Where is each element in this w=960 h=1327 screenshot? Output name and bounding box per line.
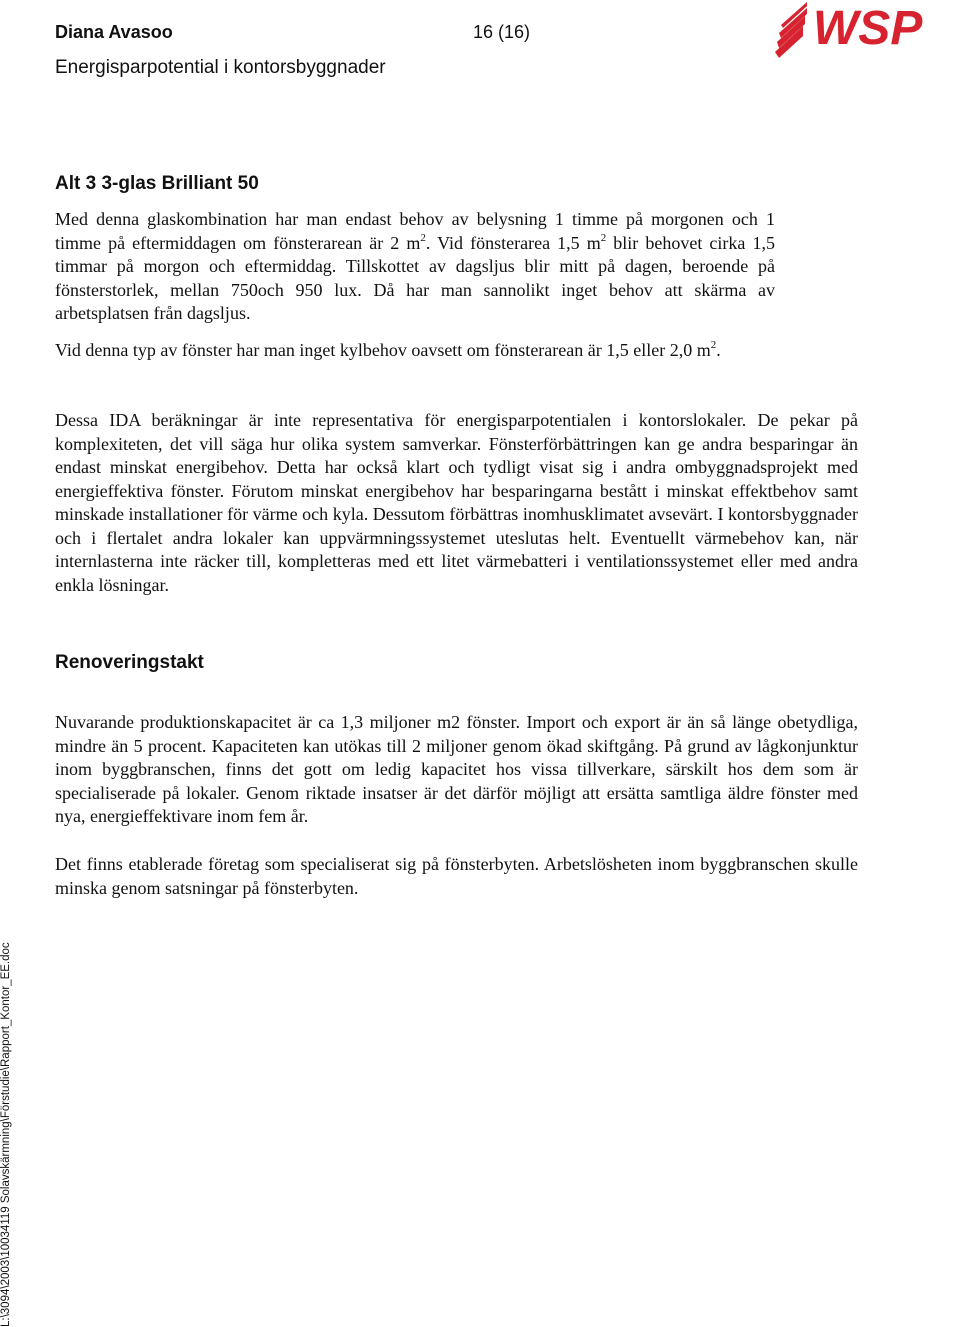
section-heading-alt3: Alt 3 3-glas Brilliant 50 <box>55 173 259 194</box>
paragraph-ida-calculations: Dessa IDA beräkningar är inte representativa för energisparpotentialen i kontorslokaler. De pekar på komplexiteten, det vill säga hur olika system samverkar. Fönsterförbättringen kan ge andra besparingar än endast minskat energibehov. Detta har också klart och tydligt visat sig i andra ombyggnadsprojekt med energieffektiva fönster. Förutom minskat energibehov har besparingarna bestått i minskat effektbehov samt minskade installationer för värme och kyla. Dessutom förbättras inomhusklimatet avsevärt. I kontorsbyggnader och i flertalet andra lokaler kan uppvärmningssystemet uteslutas helt. Eventuellt värmebehov kan, när internlasterna inte räcker till, kompletteras med ett litet värmebatteri i ventilationssystemet eller med andra enkla lösningar. <box>55 410 858 595</box>
author-name: Diana Avasoo <box>55 22 173 42</box>
logo-text: WSP <box>813 2 923 55</box>
file-path-footer: L:\3094\2003\10034119 Solavskärmning\Förstudie\Rapport_Kontor_EE.doc <box>0 942 12 1327</box>
section-heading-renoveringstakt: Renoveringstakt <box>55 652 204 673</box>
page-number: 16 (16) <box>473 22 531 42</box>
paragraph-alt3-lighting: Med denna glaskombination har man endast behov av belysning 1 timme på morgonen och 1 timme på eftermiddagen om fönsterarean är 2 $m^2$. Vid fönsterarea 1,5 $m^2$ blir behovet cirka 1,5 timmar på morgon och eftermiddag. Tillskottet av dagsljus blir mitt på dagen, beroende på fönsterstorlek, mellan 750och 950 lux. Då har man sannolikt inget behov att skärma av arbetsplatsen från dagsljus. <box>55 209 775 323</box>
document-title: Energisparpotential i kontorsbyggnader <box>55 57 386 78</box>
paragraph-window-replacement: Det finns etablerade företag som specialiserat sig på fönsterbyten. Arbetslösheten inom byggbranschen skulle minska genom satsningar på fönsterbyten. <box>55 854 858 898</box>
wsp-logo <box>773 0 960 60</box>
paragraph-production-capacity: Nuvarande produktionskapacitet är ca 1,3 miljoner m2 fönster. Import och export är än så länge obetydliga, mindre än 5 procent. Kapaciteten kan utökas till 2 miljoner genom ökad skiftgång. På grund av lågkonjunktur inom byggbranschen, finns det gott om ledig kapacitet hos vissa tillverkare, särskilt hos dem som är specialiserade på lokaler. Genom riktade insatser är det därför möjligt att ersätta samtliga äldre fönster med nya, energieffektivare inom fem år. <box>55 712 858 826</box>
paragraph-alt3-cooling: Vid denna typ av fönster har man inget kylbehov oavsett om fönsterarean är 1,5 eller 2,0 $m^2$. <box>55 339 721 360</box>
